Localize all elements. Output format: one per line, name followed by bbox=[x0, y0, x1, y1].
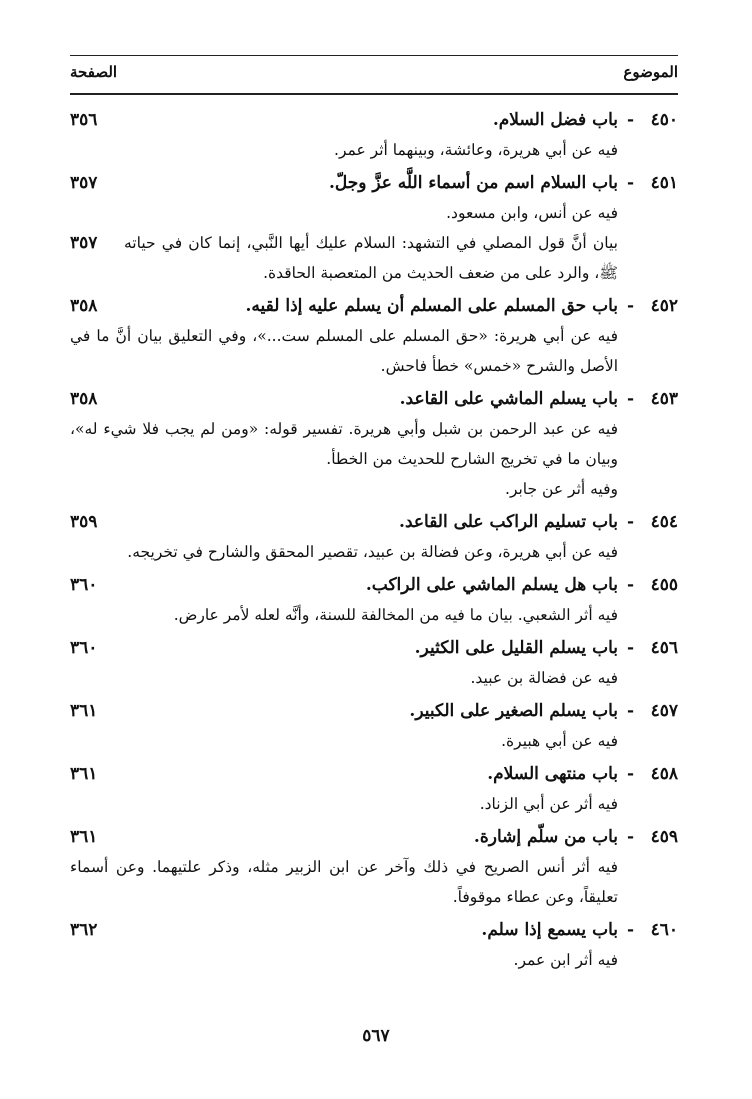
entry-description: وفيه أثر عن جابر. bbox=[505, 480, 618, 498]
entry-title: باب يسلم القليل على الكثير. bbox=[414, 638, 618, 658]
entry-number: ٤٥١ bbox=[650, 173, 678, 193]
entry-title-row bbox=[70, 822, 678, 852]
list-item bbox=[70, 291, 678, 381]
header-rule-bottom bbox=[70, 93, 678, 95]
list-item bbox=[70, 168, 678, 288]
entry-title: باب هل يسلم الماشي على الراكب. bbox=[365, 575, 618, 595]
entry-dash: - bbox=[626, 296, 634, 316]
list-item bbox=[70, 696, 678, 756]
table-header bbox=[70, 63, 678, 87]
entry-title: باب تسليم الراكب على القاعد. bbox=[399, 512, 618, 532]
entry-number: ٤٥٩ bbox=[650, 827, 678, 847]
entry-page-number: ٣٥٨ bbox=[70, 296, 98, 316]
entry-page-number: ٣٥٨ bbox=[70, 389, 98, 409]
list-item bbox=[70, 759, 678, 819]
list-item bbox=[70, 570, 678, 630]
entries-list bbox=[70, 105, 678, 978]
entry-page-number: ٣٦٠ bbox=[70, 575, 98, 595]
entry-extra-description bbox=[70, 228, 618, 288]
entry-title: باب يسمع إذا سلم. bbox=[481, 920, 618, 940]
entry-description: فيه عن أبي هبيرة. bbox=[501, 732, 618, 750]
entry-title-row bbox=[70, 696, 678, 726]
entry-title-row bbox=[70, 915, 678, 945]
entry-dash: - bbox=[626, 827, 634, 847]
entry-page-number: ٣٦٢ bbox=[70, 920, 98, 940]
entry-title-row bbox=[70, 507, 678, 537]
entry-title: باب يسلم الصغير على الكبير. bbox=[409, 701, 618, 721]
entry-dash: - bbox=[626, 512, 634, 532]
page bbox=[70, 55, 678, 1065]
entry-page-number: ٣٦١ bbox=[70, 701, 98, 721]
entry-page-number: ٣٥٩ bbox=[70, 512, 98, 532]
entry-dash: - bbox=[626, 638, 634, 658]
entry-description: فيه عن أنس، وابن مسعود. bbox=[446, 204, 618, 222]
header-rule-top bbox=[70, 55, 678, 56]
entry-description: فيه أثر الشعبي. بيان ما فيه من المخالفة للسنة، وأنَّه لعله لأمر عارض. bbox=[173, 606, 618, 624]
entry-description: فيه أثر أنس الصريح في ذلك وآخر عن ابن الزبير مثله، وذكر علتيهما. وعن أسماء تعليقاً، وعن عطاء موقوفاً. bbox=[70, 858, 618, 906]
entry-page-number: ٣٦٠ bbox=[70, 638, 98, 658]
entry-title-row bbox=[70, 570, 678, 600]
list-item bbox=[70, 507, 678, 567]
entry-dash: - bbox=[626, 389, 634, 409]
entry-title-row bbox=[70, 291, 678, 321]
entry-description: فيه أثر ابن عمر. bbox=[513, 951, 618, 969]
footer-page-number: ٥٦٧ bbox=[362, 1026, 390, 1046]
entry-number: ٤٥٠ bbox=[650, 110, 678, 130]
entry-page-number: ٣٥٧ bbox=[70, 173, 98, 193]
entry-extra-page-number: ٣٥٧ bbox=[70, 233, 98, 253]
entry-description: فيه عن فضالة بن عبيد. bbox=[470, 669, 618, 687]
entry-description: فيه أثر عن أبي الزناد. bbox=[479, 795, 618, 813]
list-item bbox=[70, 915, 678, 975]
entry-dash: - bbox=[626, 575, 634, 595]
list-item bbox=[70, 633, 678, 693]
entry-title-row bbox=[70, 384, 678, 414]
entry-number: ٤٥٣ bbox=[650, 389, 678, 409]
entry-page-number: ٣٦١ bbox=[70, 764, 98, 784]
entry-title: باب حق المسلم على المسلم أن يسلم عليه إذا لقيه. bbox=[245, 296, 618, 316]
entry-title: باب فضل السلام. bbox=[492, 110, 618, 130]
entry-title: باب من سلّم إشارة. bbox=[473, 827, 618, 847]
entry-dash: - bbox=[626, 173, 634, 193]
entry-number: ٤٥٦ bbox=[650, 638, 678, 658]
header-page: الصفحة bbox=[70, 63, 118, 81]
entry-page-number: ٣٥٦ bbox=[70, 110, 98, 130]
entry-number: ٤٥٥ bbox=[650, 575, 678, 595]
entry-title-row bbox=[70, 759, 678, 789]
entry-title-row bbox=[70, 633, 678, 663]
entry-title: باب يسلم الماشي على القاعد. bbox=[399, 389, 618, 409]
entry-dash: - bbox=[626, 110, 634, 130]
header-topic: الموضوع bbox=[623, 63, 678, 81]
entry-dash: - bbox=[626, 920, 634, 940]
entry-number: ٤٥٧ bbox=[650, 701, 678, 721]
entry-description: فيه عن أبي هريرة، وعائشة، وبينهما أثر عمر. bbox=[334, 141, 618, 159]
entry-dash: - bbox=[626, 701, 634, 721]
entry-number: ٤٥٤ bbox=[650, 512, 678, 532]
entry-description: فيه عن عبد الرحمن بن شبل وأبي هريرة. تفسير قوله: «ومن لم يجب فلا شيء له»، وبيان ما في تخريج الشارح للحديث من الخطأ. bbox=[70, 420, 618, 468]
entry-number: ٤٥٢ bbox=[650, 296, 678, 316]
entry-title: باب السلام اسم من أسماء اللَّه عزَّ وجلّ. bbox=[328, 173, 618, 193]
entry-number: ٤٥٨ bbox=[650, 764, 678, 784]
list-item bbox=[70, 105, 678, 165]
entry-title-row bbox=[70, 168, 678, 198]
entry-description: فيه عن أبي هريرة: «حق المسلم على المسلم ست...»، وفي التعليق بيان أنَّ ما في الأصل والشرح «خمس» خطأ فاحش. bbox=[70, 327, 618, 375]
entry-extra-text: بيان أنَّ قول المصلي في التشهد: السلام عليك أيها النَّبي، إنما كان في حياته ﷺ، والرد على من ضعف الحديث من المتعصبة الحاقدة. bbox=[124, 234, 618, 282]
list-item bbox=[70, 822, 678, 912]
entry-title: باب منتهى السلام. bbox=[487, 764, 618, 784]
entry-dash: - bbox=[626, 764, 634, 784]
entry-number: ٤٦٠ bbox=[650, 920, 678, 940]
entry-title-row bbox=[70, 105, 678, 135]
entry-description: فيه عن أبي هريرة، وعن فضالة بن عبيد، تقصير المحقق والشارح في تخريجه. bbox=[127, 543, 618, 561]
entry-page-number: ٣٦١ bbox=[70, 827, 98, 847]
list-item bbox=[70, 384, 678, 504]
